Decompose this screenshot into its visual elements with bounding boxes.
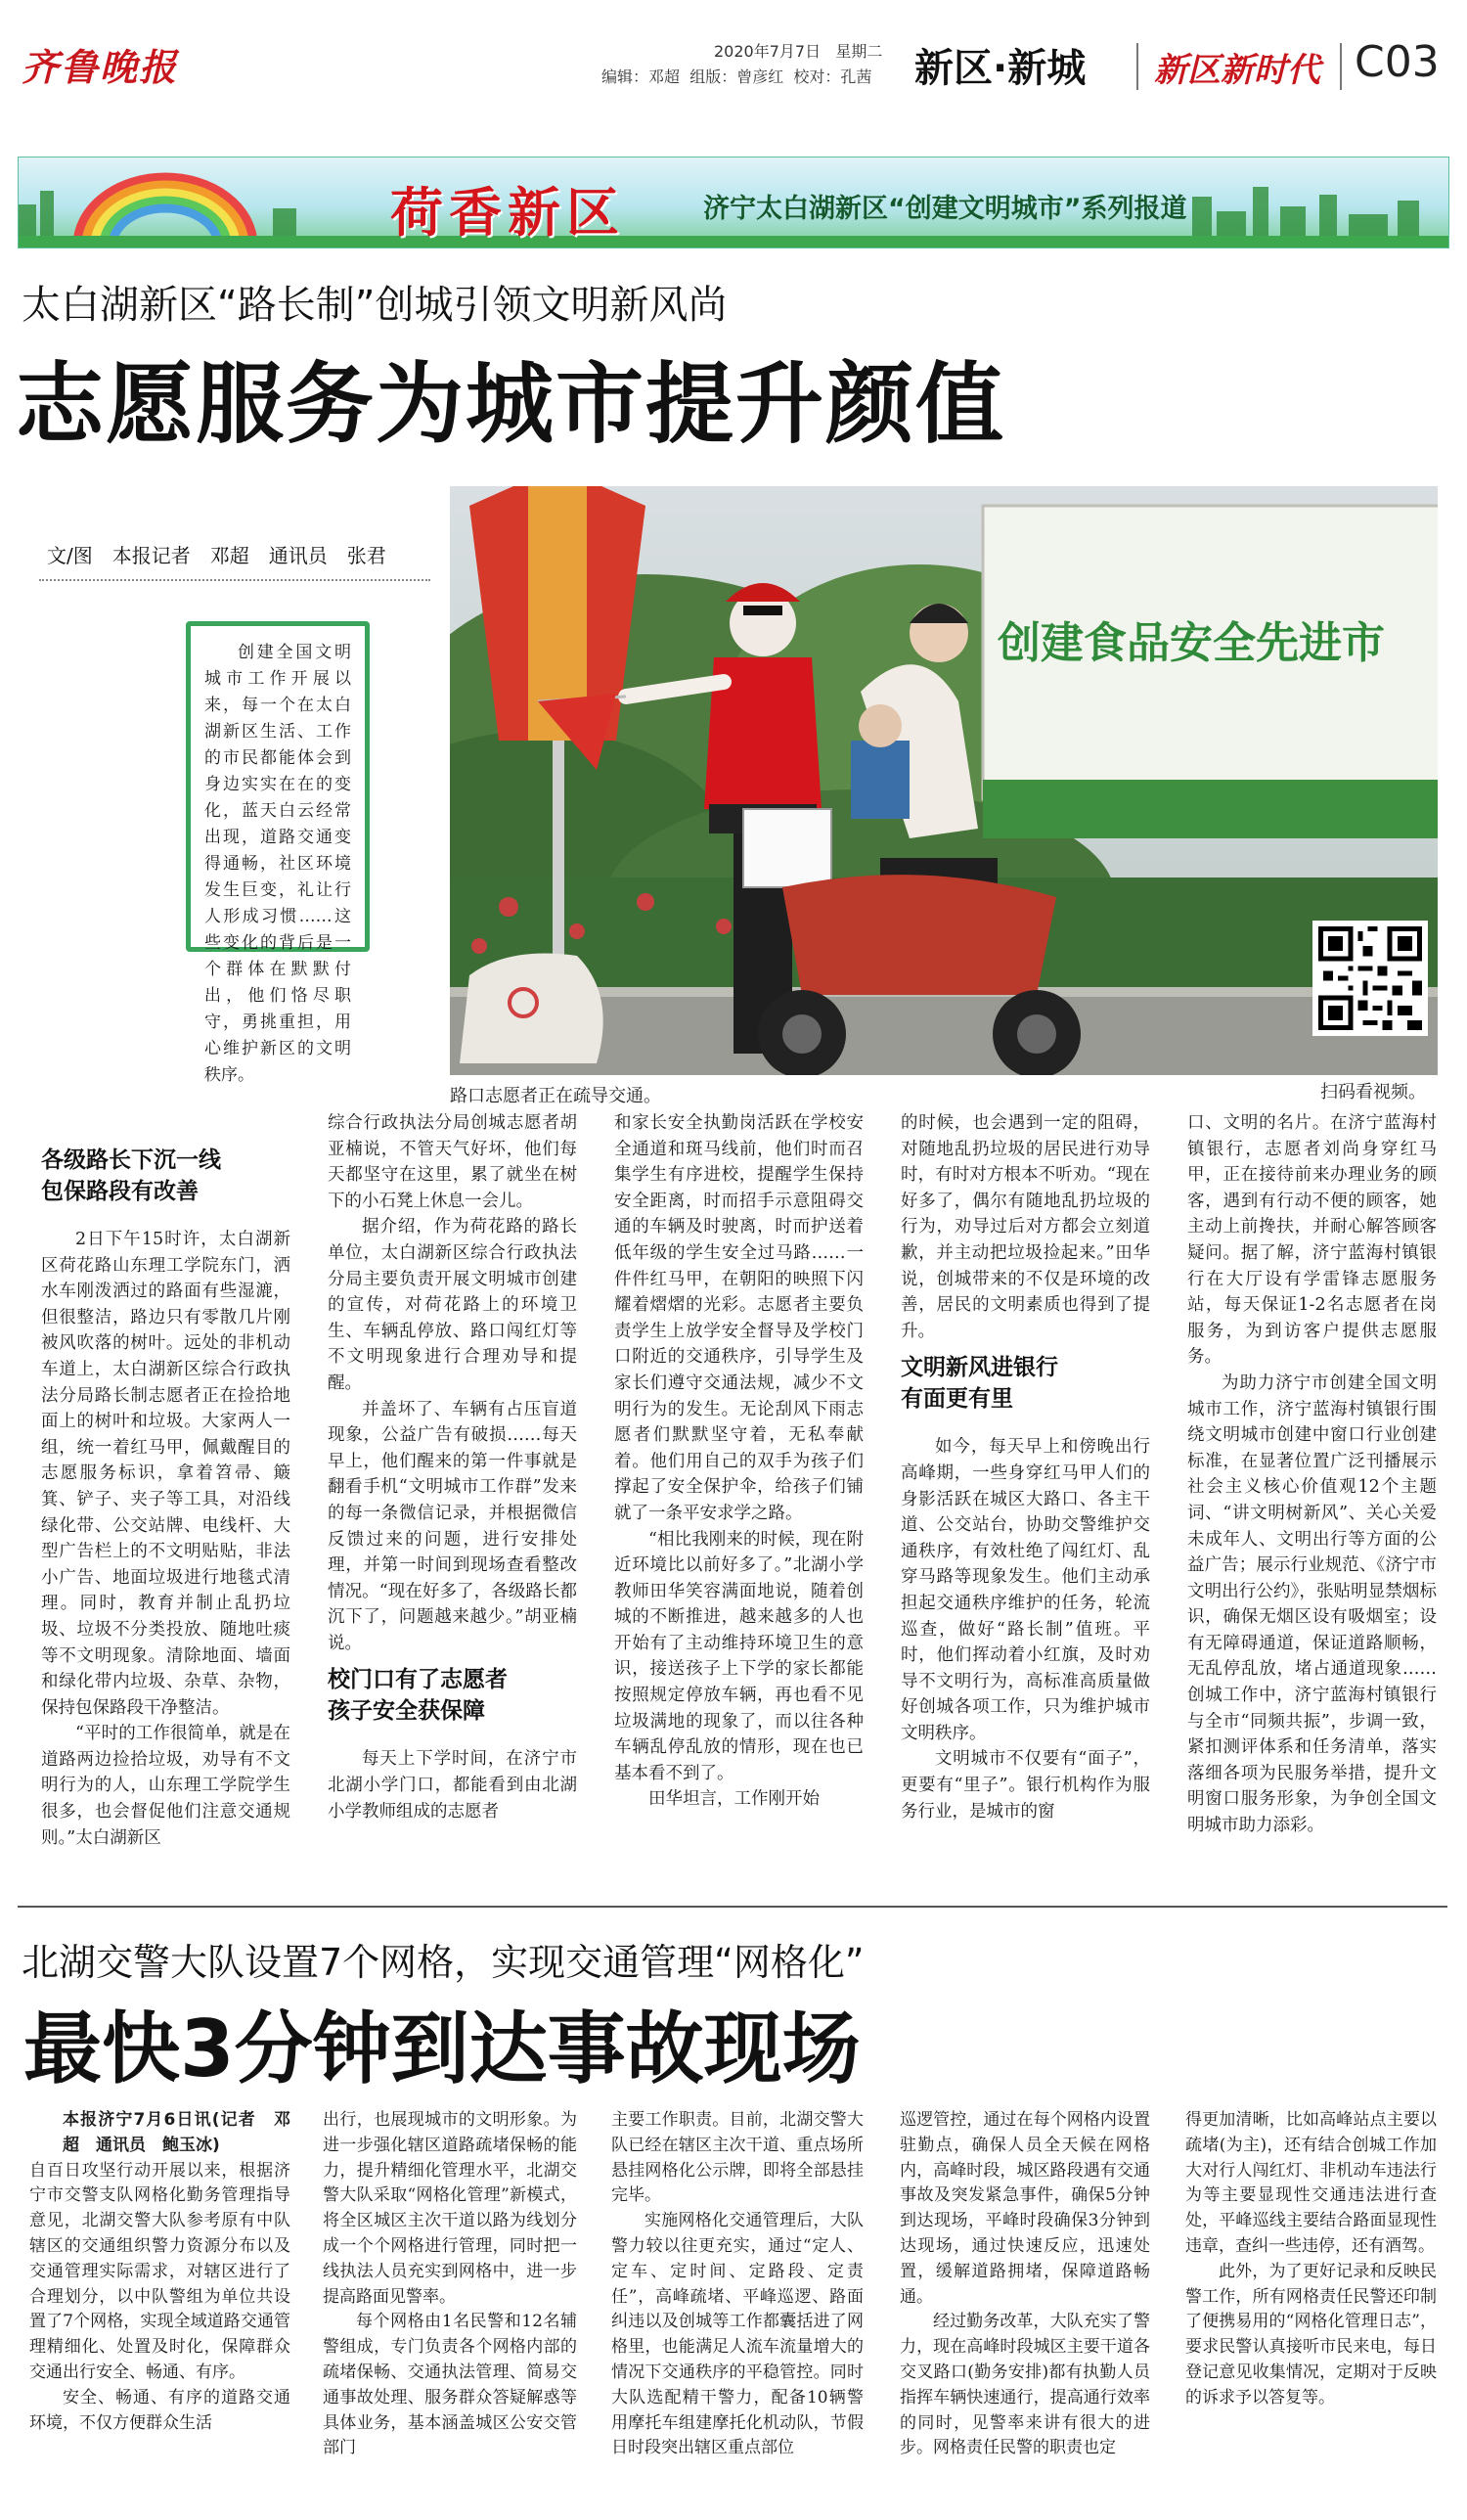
page-number: C03 [1355, 37, 1440, 87]
paragraph: 自百日攻坚行动开展以来，根据济宁市交警支队网格化勤务管理指导意见，北湖交警大队参考原有中队辖区的交通组织警力资源分布以及交通管理实际需求，对辖区进行了合理划分，以中队警组为单位共设置了7个网格，实现全域道路交通管理精细化、处置及时化，保障群众交通出行安全、畅通、有序。 [29, 2160, 290, 2382]
subhead-bank: 文明新风进银行 有面更有里 [901, 1355, 1058, 1413]
sign-text: 创建食品安全先进市 [998, 618, 1385, 668]
section-name: 新区·新城 [914, 46, 1087, 91]
subhead-road-chief: 各级路长下沉一线 包保路段有改善 [41, 1148, 221, 1204]
paper-name: 齐鲁晚报 [22, 45, 179, 89]
paragraph: “相比我刚来的时候，现在附近环境比以前好多了。”北湖小学教师田华笑容满面地说，随着创城的不断推进，越来越多的人也开始有了主动维持环境卫生的意识，接送孩子上下学的家长都能按照规定停放车辆，再也看不见垃圾满地的现象了，而以往各种车辆乱停乱放的情形，现在也已基本看不到了。 [614, 1529, 864, 1783]
story1-byline: 文/图 本报记者 邓超 通讯员 张君 [47, 544, 386, 567]
story1-column-1 [41, 1143, 290, 1851]
paragraph: 文明城市不仅要有“面子”，更要有“里子”。银行机构作为服务行业，是城市的窗 [901, 1749, 1150, 1822]
paragraph: 巡逻管控，通过在每个网格内设置驻勤点，确保人员全天候在网格内，高峰时段，城区路段遇有交通事故及突发紧急事件，确保5分钟到达现场，平峰时段确保3分钟到达现场，通过快速反应，迅速处置，缓解道路拥堵，保障道路畅通。 [900, 2110, 1150, 2307]
banner-subtitle: 济宁太白湖新区“创建文明城市”系列报道 [703, 194, 1187, 224]
story-divider [18, 1906, 1447, 1908]
section-divider [1136, 43, 1138, 90]
story2-headline: 最快3分钟到达事故现场 [23, 2003, 861, 2094]
paragraph: 的时候，也会遇到一定的阻碍，对随地乱扔垃圾的居民进行劝导时，有时对方根本不听劝。“现在好多了，偶尔有随地乱扔垃圾的行为，劝导过后对方都会立刻道歉，并主动把垃圾捡起来。”田华说，创城带来的不仅是环境的改善，居民的文明素质也得到了提升。 [901, 1113, 1150, 1341]
story2-column-4 [900, 2108, 1150, 2461]
lead-box [186, 621, 370, 1085]
paragraph: 经过勤务改革，大队充实了警力，现在高峰时段城区主要干道各交叉路口(勤务安排)都有执勤人员指挥车辆快速通行，提高通行效率的同时，见警率来讲有很大的进步。网格责任民警的职责也定 [900, 2312, 1150, 2458]
story1-column-2 [328, 1110, 577, 1824]
section-divider-2 [1340, 43, 1342, 90]
issue-date: 2020年7月7日 [714, 42, 822, 61]
qr-pattern [1318, 926, 1422, 1030]
paragraph: 口、文明的名片。在济宁蓝海村镇银行，志愿者刘尚身穿红马甲，正在接待前来办理业务的顾客，遇到有行动不便的顾客，她主动上前搀扶，并耐心解答顾客疑问。据了解，济宁蓝海村镇银行在大厅设有学雷锋志愿服务站，每天保证1-2名志愿者在岗服务，为到访客户提供志愿服务。 [1187, 1113, 1437, 1368]
rainbow-icon [77, 177, 253, 246]
photo-scene [450, 486, 1438, 1075]
story1-column-4 [901, 1110, 1150, 1824]
story2-kicker: 北湖交警大队设置7个网格，实现交通管理“网格化” [22, 1941, 865, 1984]
section-logo: 新区新时代 [1154, 51, 1320, 90]
paragraph: 如今，每天早上和傍晚出行高峰期，一些身穿红马甲人们的身影活跃在城区大路口、各主干道、公交站台，协助交警维护交通秩序，有效杜绝了闯红灯、乱穿马路等现象发生。他们主动承担起交通秩序维护的任务，轮流巡查，做好“路长制”值班。平时，他们挥动着小红旗，及时劝导不文明行为，高标准高质量做好创城各项工作，只为维护城市文明秩序。 [901, 1437, 1150, 1743]
masthead-date-line [714, 39, 882, 62]
paragraph: “平时的工作很简单，就是在道路两边捡拾垃圾，劝导有不文明行为的人，山东理工学院学生很多，也会督促他们注意交通规则。”太白湖新区 [41, 1724, 290, 1848]
paragraph: 2日下午15时许，太白湖新区荷花路山东理工学院东门，洒水车刚泼洒过的路面有些湿漉，但很整洁，路边只有零散几片刚被风吹落的树叶。远处的非机动车道上，太白湖新区综合行政执法分局路长制志愿者正在捡拾地面上的树叶和垃圾。大家两人一组，统一着红马甲，佩戴醒目的志愿服务标识，拿着笤帚、簸箕、铲子、夹子等工具，对沿线绿化带、公交站牌、电线杆、大型广告栏上的不文明贴贴，非法小广告、地面垃圾进行地毯式清理。同时，教育并制止乱扔垃圾、垃圾不分类投放、随地吐痰等不文明现象。清除地面、墙面和绿化带内垃圾、杂草、杂物，保持包保路段干净整洁。 [41, 1230, 290, 1718]
paragraph: 实施网格化交通管理后，大队警力较以往更充实，通过“定人、定车、定时间、定路段、定责任”，高峰疏堵、平峰巡逻、路面纠违以及创城等工作都囊括进了网格里，也能满足人流车流量增大的情况下交通秩序的平稳管控。同时大队选配精干警力，配备10辆警用摩托车组建摩托化机动队，节假日时段突出辖区重点部位 [611, 2211, 864, 2458]
subhead-school-gate: 校门口有了志愿者 孩子安全获保障 [328, 1667, 508, 1725]
paragraph: 据介绍，作为荷花路的路长单位，太白湖新区综合行政执法分局主要负责开展文明城市创建的宣传，对荷花路上的环境卫生、车辆乱停放、路口闯红灯等不文明现象进行合理劝导和提醒。 [328, 1217, 577, 1393]
paragraph: 综合行政执法分局创城志愿者胡亚楠说，不管天气好坏，他们每天都坚守在这里，累了就坐在树下的小石凳上休息一会儿。 [328, 1113, 577, 1211]
editor-credit: 编辑：邓超 [601, 68, 681, 86]
story2-column-5 [1185, 2108, 1437, 2411]
photo-caption: 路口志愿者正在疏导交通。 [450, 1086, 661, 1106]
qr-code-icon[interactable] [1312, 921, 1428, 1036]
paragraph: 得更加清晰，比如高峰站点主要以疏堵(为主)，还有结合创城工作加大对行人闯红灯、非机动车违法行为等主要显现性交通违法进行查处，平峰巡线主要结合路面显现性违章，查纠一些违停，还有酒驾。 [1185, 2110, 1437, 2256]
paragraph: 和家长安全执勤岗活跃在学校安全通道和斑马线前，他们时而召集学生有序进校，提醒学生保持安全距离，时而招手示意阻碍交通的车辆及时驶离，时而护送着低年级的学生安全过马路……一件件红马甲，在朝阳的映照下闪耀着熠熠的光彩。志愿者主要负责学生上放学安全督导及学校门口附近的交通秩序，引导学生及家长们遵守交通法规，减少不文明行为的发生。无论刮风下雨志愿者们默默坚守着，无私奉献着。他们用自己的双手为孩子们撑起了安全保护伞，给孩子们铺就了一条平安求学之路。 [614, 1113, 864, 1523]
issue-weekday: 星期二 [835, 42, 883, 61]
qr-caption: 扫码看视频。 [1320, 1082, 1426, 1102]
paragraph: 主要工作职责。目前，北湖交警大队已经在辖区主次干道、重点场所悬挂网格化公示牌，即将全部悬挂完毕。 [611, 2110, 864, 2206]
paragraph: 此外，为了更好记录和反映民警工作，所有网格责任民警还印制了便携易用的“网格化管理日志”，要求民警认真接听市民来电，每日登记意见收集情况，定期对于反映的诉求予以答复等。 [1185, 2261, 1437, 2408]
paragraph: 安全、畅通、有序的道路交通环境，不仅方便群众生活 [29, 2387, 290, 2433]
dateline: 本报济宁7月6日讯(记者 邓超 通讯员 鲍玉冰) [63, 2110, 290, 2155]
series-banner [18, 157, 1449, 248]
paragraph: 并盖坏了、车辆有占压盲道现象，公益广告有破损……每天早上，他们醒来的第一件事就是翻看手机“文明城市工作群”发来的每一条微信记录，并根据微信反馈过来的问题，进行安排处理，并第一时间到现场查看整改情况。“现在好多了，各级路长都沉下了，问题越来越少。”胡亚楠说。 [328, 1399, 577, 1653]
paragraph: 每天上下学时间，在济宁市北湖小学门口，都能看到由北湖小学教师组成的志愿者 [328, 1749, 577, 1822]
story2-column-3 [611, 2108, 864, 2461]
paragraph: 出行，也展现城市的文明形象。为进一步强化辖区道路疏堵保畅的能力，提升精细化管理水平，北湖交警大队采取“网格化管理”新模式，将全区城区主次干道以路为线划分成一个个网格进行管理，同时把一线执法人员充实到网格中，进一步提高路面见警率。 [323, 2110, 577, 2307]
proof-credit: 校对：孔茜 [793, 68, 872, 86]
story1-column-5 [1187, 1110, 1437, 1839]
story1-headline: 志愿服务为城市提升颜值 [16, 353, 1005, 456]
story2-column-2 [323, 2108, 577, 2461]
story1-column-3 [614, 1110, 864, 1813]
story1-kicker: 太白湖新区“路长制”创城引领文明新风尚 [22, 283, 728, 328]
banner-title: 荷香新区 [390, 181, 625, 244]
story1-photo [450, 486, 1438, 1075]
lead-text: 创建全国文明城市工作开展以来，每一个在太白湖新区生活、工作的市民都能体会到身边实实在在的变化，蓝天白云经常出现，道路交通变得通畅，社区环境发生巨变，礼让行人形成习惯……这些变化的背后是一个群体在默默付出，他们恪尽职守，勇挑重担，用心维护新区的文明秩序。 [204, 643, 351, 1085]
byline-rule [39, 579, 430, 581]
paragraph: 每个网格由1名民警和12名辅警组成，专门负责各个网格内部的疏堵保畅、交通执法管理、简易交通事故处理、服务群众答疑解惑等具体业务，基本涵盖城区公安交管部门 [323, 2312, 577, 2458]
layout-credit: 组版：曾彦红 [689, 68, 784, 86]
masthead-credits [601, 65, 871, 87]
story2-column-1 [29, 2108, 290, 2436]
paragraph: 为助力济宁市创建全国文明城市工作，济宁蓝海村镇银行围绕文明城市创建中窗口行业创建标准，在显著位置广泛刊播展示社会主义核心价值观12个主题词、“讲文明树新风”、关心关爱未成年人、文明出行等方面的公益广告；展示行业规范、《济宁市文明出行公约》，张贴明显禁烟标识，确保无烟区设有吸烟室；设有无障碍通道，保证道路顺畅，无乱停乱放，堵占通道现象……创城工作中，济宁蓝海村镇银行与全市“同频共振”，步调一致，紧扣测评体系和任务清单，落实落细各项为民服务举措，提升文明窗口服务形象，为争创全国文明城市助力添彩。 [1187, 1372, 1437, 1836]
paragraph: 田华坦言，工作刚开始 [648, 1789, 820, 1810]
